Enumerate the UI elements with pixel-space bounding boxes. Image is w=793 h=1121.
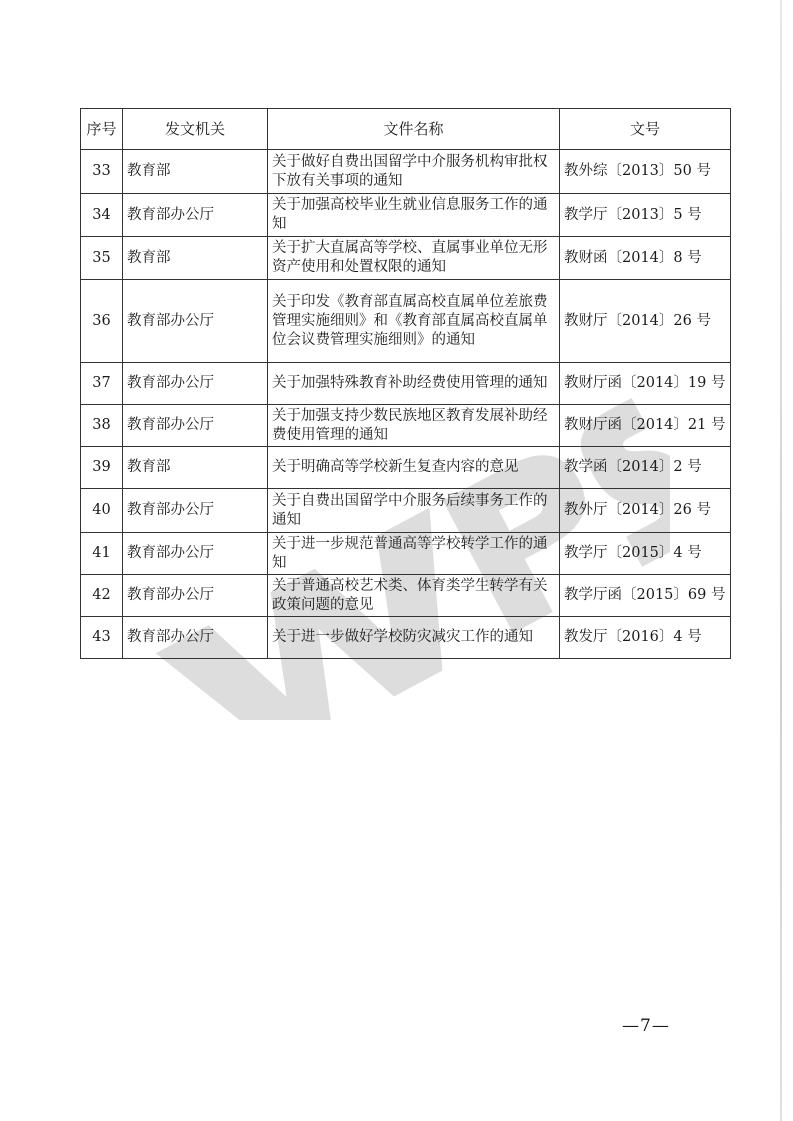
row-document-number: 教财函〔2014〕8 号 xyxy=(560,237,731,280)
row-document-number: 教学厅〔2015〕4 号 xyxy=(560,533,731,575)
row-issuing-authority: 教育部办公厅 xyxy=(123,363,268,405)
row-document-title: 关于自费出国留学中介服务后续事务工作的通知 xyxy=(268,489,560,533)
row-serial-number: 35 xyxy=(81,237,123,280)
row-serial-number: 39 xyxy=(81,447,123,489)
table-row xyxy=(81,150,731,194)
row-document-title: 关于加强特殊教育补助经费使用管理的通知 xyxy=(268,363,560,405)
row-document-title: 关于印发《教育部直属高校直属单位差旅费管理实施细则》和《教育部直属高校直属单位会议费管理实施细则》的通知 xyxy=(268,280,560,363)
row-serial-number: 34 xyxy=(81,194,123,237)
row-document-number: 教学厅〔2013〕5 号 xyxy=(560,194,731,237)
header-issuing-authority: 发文机关 xyxy=(123,109,268,150)
row-document-title: 关于进一步规范普通高等学校转学工作的通知 xyxy=(268,533,560,575)
table-row xyxy=(81,237,731,280)
row-document-title: 关于进一步做好学校防灾减灾工作的通知 xyxy=(268,617,560,659)
row-issuing-authority: 教育部办公厅 xyxy=(123,533,268,575)
table-row xyxy=(81,363,731,405)
row-issuing-authority: 教育部办公厅 xyxy=(123,280,268,363)
table-row xyxy=(81,280,731,363)
row-document-number: 教学厅函〔2015〕69 号 xyxy=(560,575,731,617)
page-edge-divider xyxy=(780,0,782,1121)
table-row xyxy=(81,575,731,617)
row-document-title: 关于扩大直属高等学校、直属事业单位无形资产使用和处置权限的通知 xyxy=(268,237,560,280)
row-document-title: 关于明确高等学校新生复查内容的意见 xyxy=(268,447,560,489)
table-row xyxy=(81,533,731,575)
row-serial-number: 36 xyxy=(81,280,123,363)
row-serial-number: 40 xyxy=(81,489,123,533)
row-document-title: 关于做好自费出国留学中介服务机构审批权下放有关事项的通知 xyxy=(268,150,560,194)
row-document-number: 教外厅〔2014〕26 号 xyxy=(560,489,731,533)
header-document-number: 文号 xyxy=(560,109,731,150)
table-row xyxy=(81,617,731,659)
row-serial-number: 38 xyxy=(81,405,123,447)
table-row xyxy=(81,489,731,533)
document-table xyxy=(80,108,731,659)
row-issuing-authority: 教育部 xyxy=(123,150,268,194)
row-document-number: 教学函〔2014〕2 号 xyxy=(560,447,731,489)
header-serial-number: 序号 xyxy=(81,109,123,150)
row-issuing-authority: 教育部办公厅 xyxy=(123,405,268,447)
row-document-number: 教外综〔2013〕50 号 xyxy=(560,150,731,194)
table-row xyxy=(81,447,731,489)
row-serial-number: 43 xyxy=(81,617,123,659)
row-document-number: 教发厅〔2016〕4 号 xyxy=(560,617,731,659)
row-serial-number: 42 xyxy=(81,575,123,617)
row-document-title: 关于加强高校毕业生就业信息服务工作的通知 xyxy=(268,194,560,237)
row-issuing-authority: 教育部办公厅 xyxy=(123,617,268,659)
header-document-title: 文件名称 xyxy=(268,109,560,150)
row-serial-number: 41 xyxy=(81,533,123,575)
row-issuing-authority: 教育部办公厅 xyxy=(123,575,268,617)
row-serial-number: 37 xyxy=(81,363,123,405)
row-document-number: 教财厅函〔2014〕19 号 xyxy=(560,363,731,405)
table-row xyxy=(81,194,731,237)
row-issuing-authority: 教育部办公厅 xyxy=(123,194,268,237)
row-issuing-authority: 教育部 xyxy=(123,447,268,489)
row-document-title: 关于普通高校艺术类、体育类学生转学有关政策问题的意见 xyxy=(268,575,560,617)
page-number: —7— xyxy=(622,1016,670,1036)
row-document-number: 教财厅〔2014〕26 号 xyxy=(560,280,731,363)
row-issuing-authority: 教育部 xyxy=(123,237,268,280)
row-serial-number: 33 xyxy=(81,150,123,194)
row-document-title: 关于加强支持少数民族地区教育发展补助经费使用管理的通知 xyxy=(268,405,560,447)
row-document-number: 教财厅函〔2014〕21 号 xyxy=(560,405,731,447)
row-issuing-authority: 教育部办公厅 xyxy=(123,489,268,533)
table-row xyxy=(81,405,731,447)
table-header-row xyxy=(81,109,731,150)
